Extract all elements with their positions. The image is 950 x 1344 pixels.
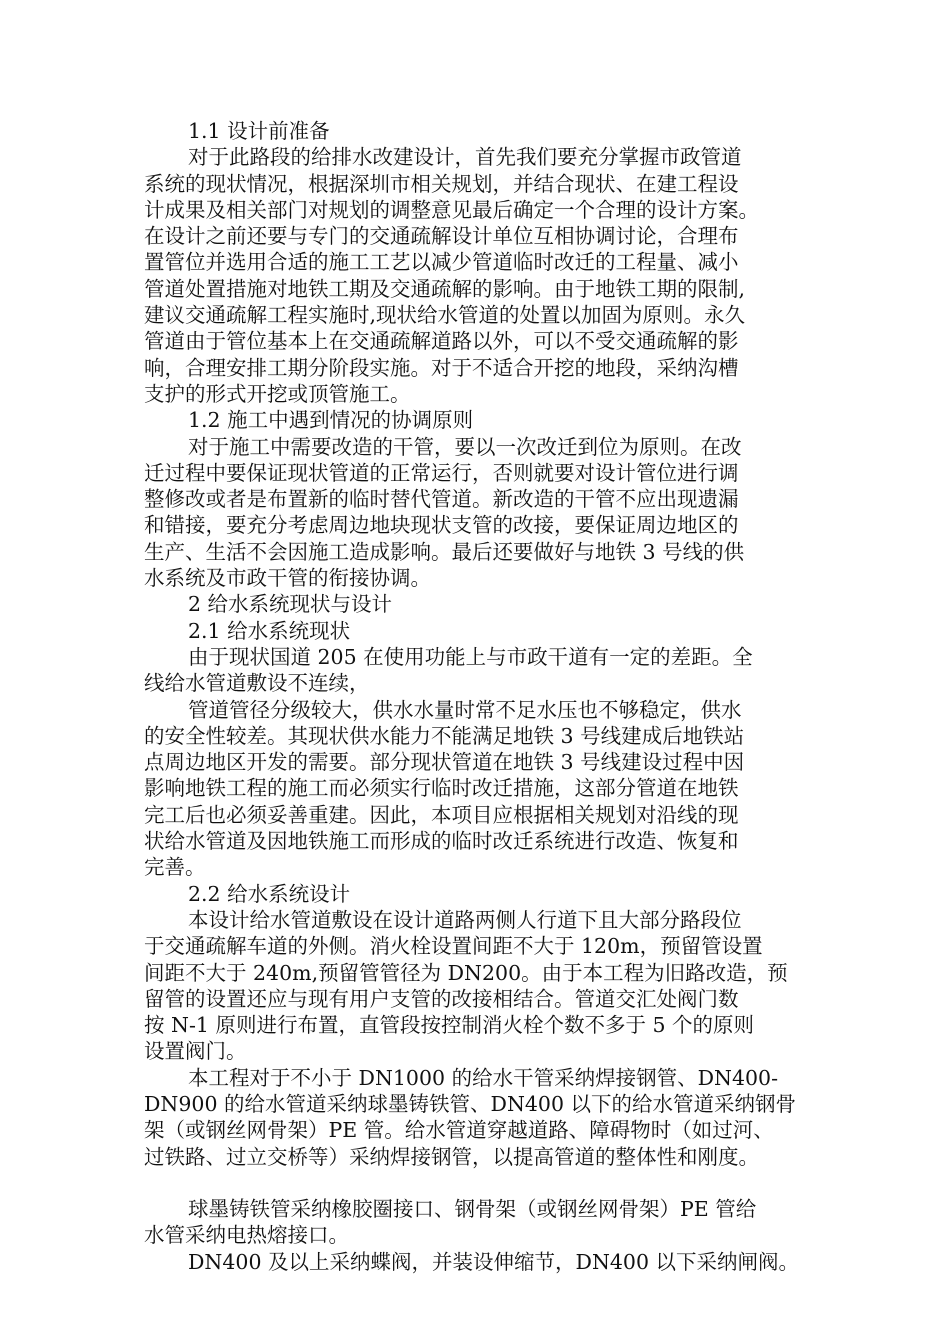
text-line: 水系统及市政干管的衔接协调。 [144,566,431,591]
text-line: 对于施工中需要改造的干管，要以一次改迁到位为原则。在改 [188,434,742,459]
text-line: 设置阀门。 [144,1039,247,1064]
text-line: 完工后也必须妥善重建。因此，本项目应根据相关规划对沿线的现 [144,802,739,827]
text-line: 完善。 [144,855,206,880]
text-line: 建议交通疏解工程实施时,现状给水管道的处置以加固为原则。永久 [144,303,746,328]
text-line: 本工程对于不小于 DN1000 的给水干管采纳焊接钢管、DN400- [188,1065,779,1090]
text-line: 由于现状国道 205 在使用功能上与市政干道有一定的差距。全 [188,644,753,669]
text-line: 对于此路段的给排水改建设计，首先我们要充分掌握市政管道 [188,145,742,170]
text-line: 于交通疏解车道的外侧。消火栓设置间距不大于 120m，预留管设置 [144,934,763,959]
text-line: 管道由于管位基本上在交通疏解道路以外，可以不受交通疏解的影 [144,329,739,354]
section-heading: 2.1 给水系统现状 [188,618,351,643]
section-heading: 2.2 给水系统设计 [188,881,351,906]
text-line: DN400 及以上采纳蝶阀，并装设伸缩节，DN400 以下采纳闸阀。 [188,1249,800,1274]
text-line: 球墨铸铁管采纳橡胶圈接口、钢骨架（或钢丝网骨架）PE 管给 [188,1197,757,1222]
text-line: 按 N-1 原则进行布置，直管段按控制消火栓个数不多于 5 个的原则 [144,1013,755,1038]
text-line: 置管位并选用合适的施工工艺以减少管道临时改迁的工程量、减小 [144,250,739,275]
text-line: 状给水管道及因地铁施工而形成的临时改迁系统进行改造、恢复和 [144,829,739,854]
section-heading: 2 给水系统现状与设计 [188,592,393,617]
text-line: 管道管径分级较大，供水水量时常不足水压也不够稳定，供水 [188,697,742,722]
text-line: 本设计给水管道敷设在设计道路两侧人行道下且大部分路段位 [188,907,742,932]
document-page [144,118,806,1275]
text-line: 计成果及相关部门对规划的调整意见最后确定一个合理的设计方案。 [144,197,759,222]
text-line: 迁过程中要保证现状管道的正常运行，否则就要对设计管位进行调 [144,460,739,485]
text-line: 线给水管道敷设不连续， [144,671,370,696]
text-line: 过铁路、过立交桥等）采纳焊接钢管，以提高管道的整体性和刚度。 [144,1144,759,1169]
text-line: 支护的形式开挖或顶管施工。 [144,381,411,406]
text-line: 整修改或者是布置新的临时替代管道。新改造的干管不应出现遗漏 [144,487,739,512]
text-line: 管道处置措施对地铁工期及交通疏解的影响。由于地铁工期的限制, [144,276,746,301]
text-line: 的安全性较差。其现状供水能力不能满足地铁 3 号线建成后地铁站 [144,723,745,748]
section-heading: 1.1 设计前准备 [188,119,330,143]
text-line: 响，合理安排工期分阶段实施。对于不适合开挖的地段，采纳沟槽 [144,355,739,380]
blank-line [144,1170,806,1196]
text-line: 水管采纳电热熔接口。 [144,1223,349,1248]
text-line: 留管的设置还应与现有用户支管的改接相结合。管道交汇处阀门数 [144,986,739,1011]
text-line: 点周边地区开发的需要。部分现状管道在地铁 3 号线建设过程中因 [144,750,745,775]
text-line: 系统的现状情况，根据深圳市相关规划，并结合现状、在建工程设 [144,171,739,196]
text-line: 在设计之前还要与专门的交通疏解设计单位互相协调讨论，合理布 [144,224,739,249]
text-line: 生产、生活不会因施工造成影响。最后还要做好与地铁 3 号线的供 [144,539,745,564]
text-line: 间距不大于 240m,预留管管径为 DN200。由于本工程为旧路改造，预 [144,960,788,985]
text-line: DN900 的给水管道采纳球墨铸铁管、DN400 以下的给水管道采纳钢骨 [144,1091,797,1116]
section-heading: 1.2 施工中遇到情况的协调原则 [188,408,474,433]
text-line: 影响地铁工程的施工而必须实行临时改迁措施，这部分管道在地铁 [144,776,739,801]
text-line: 架（或钢丝网骨架）PE 管。给水管道穿越道路、障碍物时（如过河、 [144,1118,774,1143]
text-line: 和错接，要充分考虑周边地块现状支管的改接，要保证周边地区的 [144,513,739,538]
